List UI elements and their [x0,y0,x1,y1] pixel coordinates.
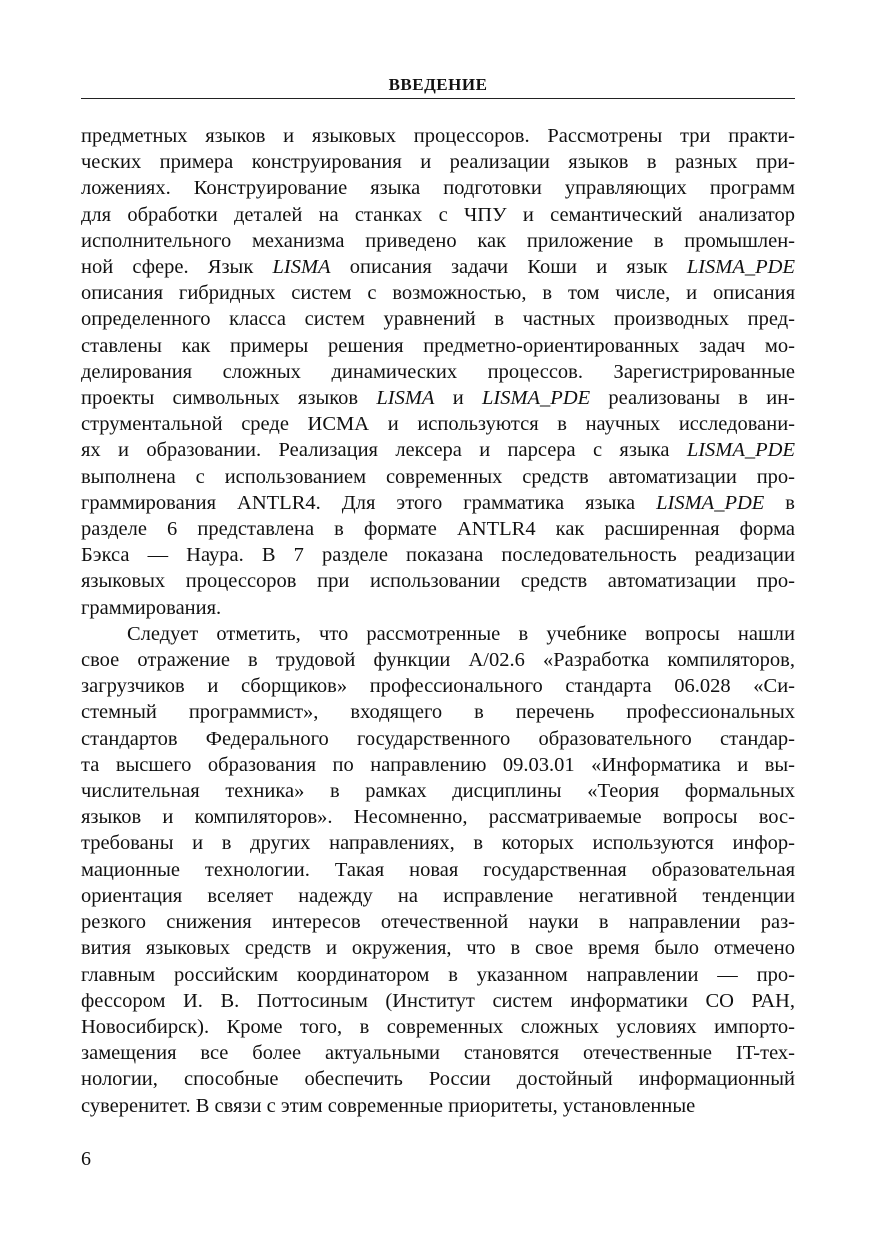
text-segment: свое отражение в трудовой функции А/02.6 «Разработка компиляторов, [81,649,795,672]
text-line [81,149,795,175]
text-segment: для обработки деталей на станках с ЧПУ и семантический анализатор [81,203,795,226]
text-segment: Бэкса — Наура. В 7 разделе показана последовательность реадизации [81,544,795,567]
running-head: ВВЕДЕНИЕ [388,75,488,94]
text-line [81,883,795,909]
text-line [81,621,795,647]
text-segment: мационные технологии. Такая новая государственная образовательная [81,858,795,881]
text-segment: фессором И. В. Поттосиным (Институт систем информатики СО РАН, [81,989,795,1012]
italic-term: LISMA_PDE [686,439,795,462]
text-segment: делирования сложных динамических процессов. Зарегистрированные [81,360,795,383]
text-line [81,752,795,778]
text-line [81,778,795,804]
paragraph-1 [81,123,795,621]
text-segment: разделе 6 представлена в формате ANTLR4 как расширенная форма [81,518,795,541]
text-segment: струментальной среде ИСМА и используются в научных исследовани- [81,413,795,436]
text-line [81,568,795,594]
text-segment: Новосибирск). Кроме того, в современных сложных условиях импорто- [81,1015,795,1038]
text-segment: ной сфере. Язык [81,256,273,279]
text-segment: граммирования. [81,596,222,619]
text-segment: проекты символьных языков [81,387,377,410]
text-line [81,385,795,411]
text-segment: нологии, способные обеспечить России достойный информационный [81,1068,795,1091]
text-segment: ставлены как примеры решения предметно-ориентированных задач мо- [81,334,795,357]
text-line [81,228,795,254]
italic-term: LISMA [272,256,331,279]
text-line [81,988,795,1014]
text-line [81,935,795,961]
text-line [81,490,795,516]
text-line [81,726,795,752]
text-segment: вития языковых средств и окружения, что в свое время было отмечено [81,937,795,960]
text-line [81,1014,795,1040]
text-line [81,857,795,883]
text-segment: стандартов Федерального государственного образовательного стандар- [81,727,795,750]
italic-term: LISMA_PDE [656,491,765,514]
text-segment: та высшего образования по направлению 09.03.01 «Информатика и вы- [81,753,795,776]
text-line [81,333,795,359]
text-line [81,1066,795,1092]
header-rule [81,98,795,99]
text-segment: выполнена с использованием современных средств автоматизации про- [81,465,795,488]
text-line [81,280,795,306]
text-segment: стемный программист», входящего в перечень профессиональных [81,701,795,724]
italic-term: LISMA_PDE [686,256,795,279]
text-line [81,830,795,856]
text-line [81,359,795,385]
text-segment: в [764,491,795,514]
text-segment: резкого снижения интересов отечественной науки в направлении раз- [81,911,795,934]
text-line [81,1093,795,1119]
text-line [81,647,795,673]
text-line [81,202,795,228]
text-line [81,1040,795,1066]
text-segment: реализованы в ин- [590,387,795,410]
text-line [81,595,795,621]
text-segment: и [434,387,482,410]
text-segment: определенного класса систем уравнений в частных производных пред- [81,308,795,331]
text-segment: описания задачи Коши и язык [330,256,687,279]
text-line [81,306,795,332]
text-segment: ориентация вселяет надежду на исправление негативной тенденции [81,884,795,907]
body-text [81,123,795,1119]
text-segment: загрузчиков и сборщиков» профессионального стандарта 06.028 «Си- [81,675,795,698]
text-line [81,699,795,725]
text-line [81,673,795,699]
text-segment: предметных языков и языковых процессоров. Рассмотрены три практи- [81,125,795,147]
text-segment: языковых процессоров при использовании средств автоматизации про- [81,570,795,593]
text-segment: суверенитет. В связи с этим современные приоритеты, установленные [81,1094,696,1117]
text-segment: граммирования ANTLR4. Для этого грамматика языка [81,491,657,514]
text-segment: языков и компиляторов». Несомненно, рассматриваемые вопросы вос- [81,806,795,829]
italic-term: LISMA_PDE [481,387,591,410]
text-line [81,516,795,542]
text-segment: главным российским координатором в указанном направлении — про- [81,963,795,986]
text-segment: ческих примера конструирования и реализации языков в разных при- [81,151,795,174]
text-line [81,254,795,280]
text-segment: замещения все более актуальными становятся отечественные IT-тех- [81,1042,795,1065]
text-line [81,123,795,149]
text-segment: ложениях. Конструирование языка подготовки управляющих программ [81,177,795,200]
text-line [81,464,795,490]
text-line [81,175,795,201]
page-number: 6 [81,1148,91,1170]
text-segment: ях и образовании. Реализация лексера и парсера с языка [81,439,687,462]
text-segment: числительная техника» в рамках дисциплины «Теория формальных [81,780,795,803]
text-segment: описания гибридных систем с возможностью, в том числе, и описания [81,282,795,305]
text-line [81,411,795,437]
text-segment: исполнительного механизма приведено как приложение в промышлен- [81,229,795,252]
text-line [81,909,795,935]
text-line [81,437,795,463]
paragraph-2 [81,621,795,1119]
text-segment: Следует отметить, что рассмотренные в учебнике вопросы нашли [127,622,795,645]
text-line [81,542,795,568]
text-segment: требованы и в других направлениях, в которых используются инфор- [81,832,795,855]
text-line [81,962,795,988]
italic-term: LISMA [376,387,435,410]
text-line [81,804,795,830]
